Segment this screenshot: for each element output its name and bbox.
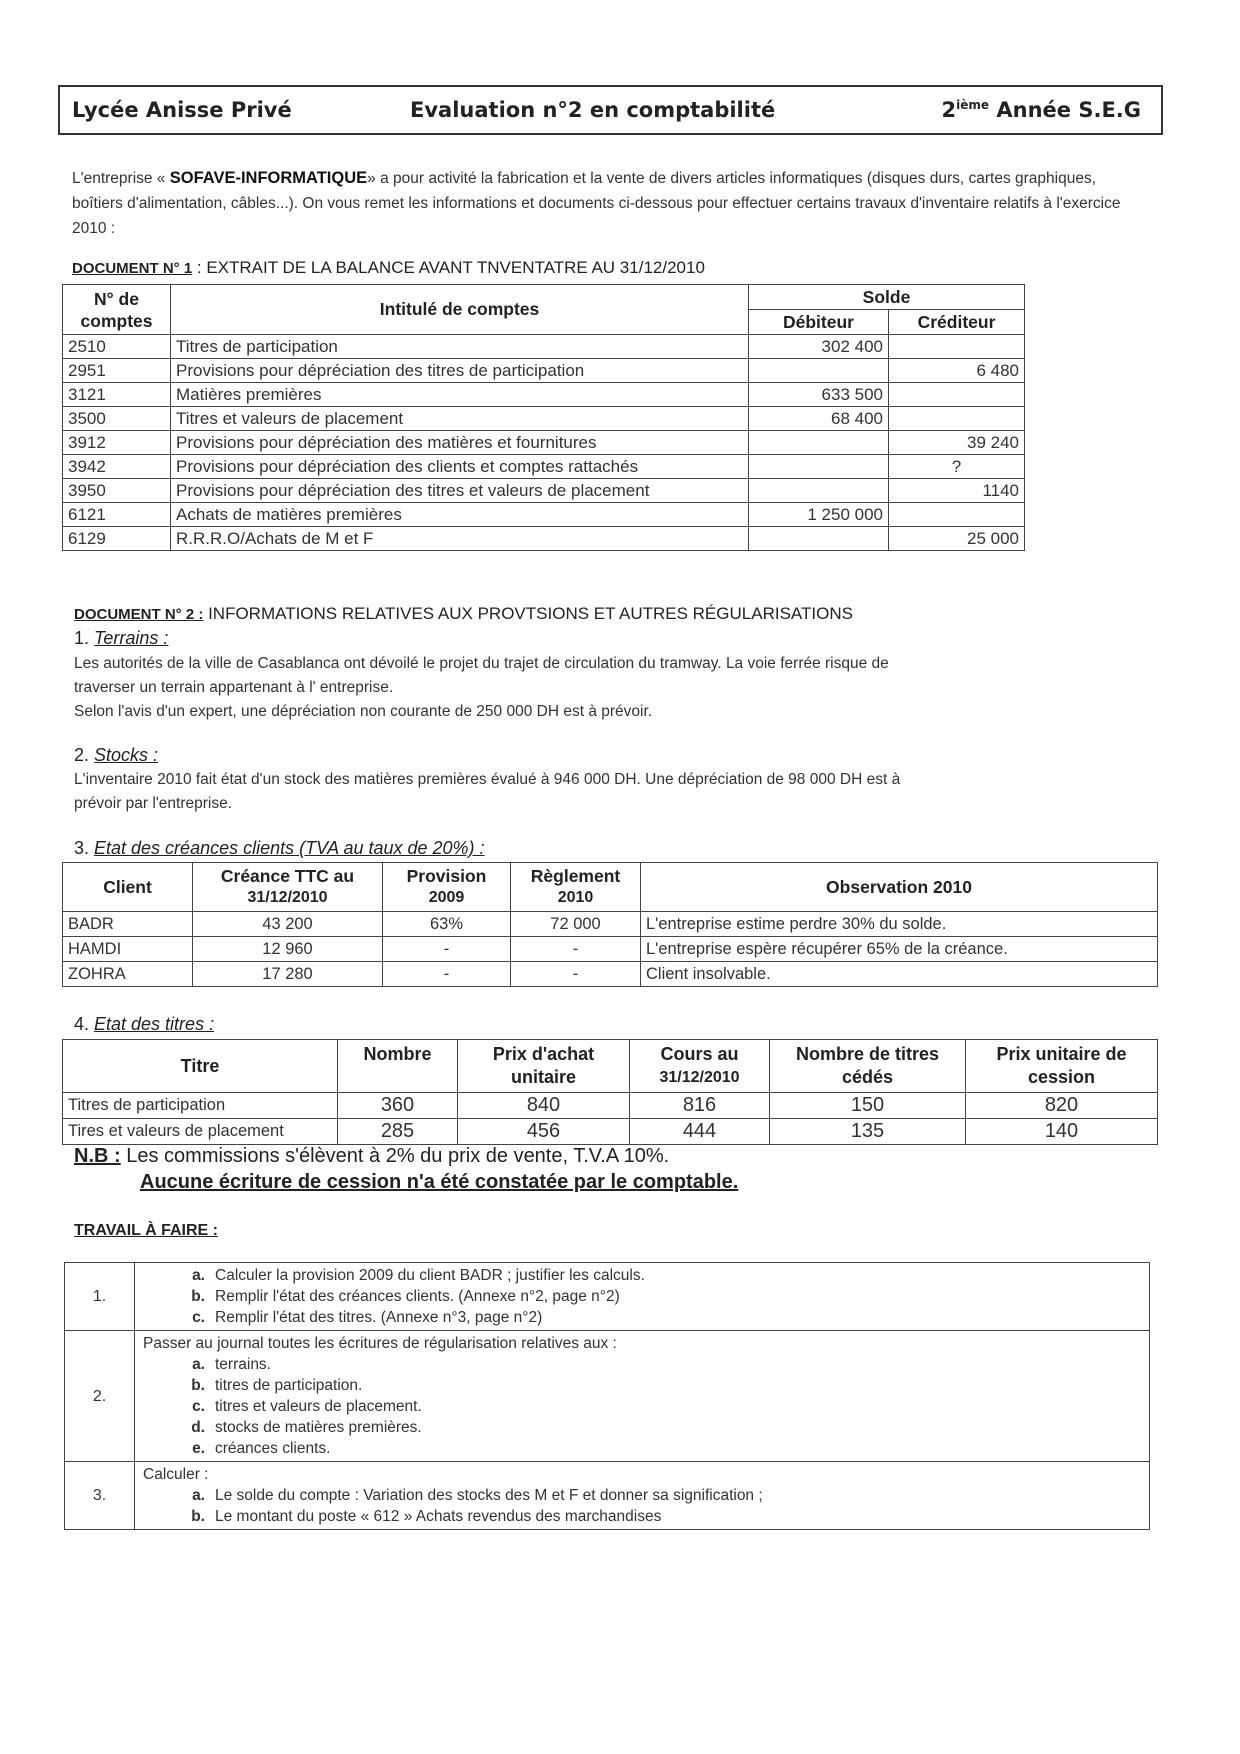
item-letter: b. <box>191 1508 205 1525</box>
cell-debit <box>749 479 889 503</box>
cell-account-label: Titres de participation <box>171 335 749 359</box>
item-text: Le montant du poste « 612 » Achats revendus des marchandises <box>215 1508 662 1525</box>
col-header-observation: Observation 2010 <box>641 863 1158 912</box>
cell-account-number: 3942 <box>63 455 171 479</box>
school-name: Lycée Anisse Privé <box>72 98 292 122</box>
cell-creance: 17 280 <box>193 962 383 987</box>
class-number: 2 <box>941 98 957 122</box>
item-letter: e. <box>192 1440 205 1457</box>
nota-bene-label: N.B : <box>74 1145 121 1167</box>
cell-titre: Titres de participation <box>63 1093 338 1119</box>
cell-debit: 1 250 000 <box>749 503 889 527</box>
item-text: titres et valeurs de placement. <box>215 1398 422 1415</box>
cell-account-label: Provisions pour dépréciation des clients et comptes rattachés <box>171 455 749 479</box>
account-number-header-text: N° de comptes <box>80 288 153 331</box>
table-row <box>63 1093 1158 1119</box>
cell-credit <box>889 407 1025 431</box>
cell-prix-achat: 456 <box>458 1119 630 1145</box>
col-header-client: Client <box>63 863 193 912</box>
item-text: terrains. <box>215 1356 271 1373</box>
cell-account-number: 2510 <box>63 335 171 359</box>
col-header-nombre: Nombre <box>338 1040 458 1093</box>
cell-credit: 6 480 <box>889 359 1025 383</box>
cell-account-label: Titres et valeurs de placement <box>171 407 749 431</box>
table-row <box>63 527 1025 551</box>
table-row <box>63 1119 1158 1145</box>
col-header-provision <box>383 863 511 912</box>
header-line: 2009 <box>428 889 465 906</box>
header-line: cédés <box>841 1067 894 1087</box>
cell-reglement: - <box>511 962 641 987</box>
question-number: 3. <box>65 1462 135 1530</box>
question-row <box>65 1331 1150 1462</box>
exam-title: Evaluation n°2 en comptabilité <box>410 98 776 122</box>
cell-prix-achat: 840 <box>458 1093 630 1119</box>
item-letter: c. <box>192 1309 205 1326</box>
class-rest: Année S.E.G <box>989 98 1141 122</box>
item-letter: d. <box>191 1419 205 1436</box>
class-level <box>942 98 1141 122</box>
item-letter: c. <box>192 1398 205 1415</box>
securities-table <box>62 1039 1158 1145</box>
cell-prix-cession: 820 <box>966 1093 1158 1119</box>
header-line: Cours au <box>660 1044 739 1064</box>
list-item <box>143 1286 1141 1307</box>
cell-credit <box>889 383 1025 407</box>
question-body <box>135 1263 1150 1331</box>
document-1-title <box>72 258 705 278</box>
list-item <box>143 1506 1141 1527</box>
cell-titre: Tires et valeurs de placement <box>63 1119 338 1145</box>
item-text: Remplir l'état des titres. (Annexe n°3, page n°2) <box>215 1309 543 1326</box>
section-stocks-title <box>74 745 158 766</box>
cell-provision: - <box>383 937 511 962</box>
balance-table <box>62 284 1025 551</box>
cell-account-number: 6121 <box>63 503 171 527</box>
table-row <box>63 431 1025 455</box>
cell-account-number: 3950 <box>63 479 171 503</box>
company-name: SOFAVE-INFORMATIQUE <box>169 169 368 187</box>
cell-account-label: Achats de matières premières <box>171 503 749 527</box>
cell-client: BADR <box>63 912 193 937</box>
header-line: Prix unitaire de <box>996 1044 1127 1064</box>
cell-credit: 1140 <box>889 479 1025 503</box>
section-number: 4. <box>74 1014 95 1034</box>
cell-debit: 633 500 <box>749 383 889 407</box>
header-line: unitaire <box>510 1067 576 1087</box>
section-heading: Terrains : <box>94 628 169 648</box>
col-header-cours <box>630 1040 770 1093</box>
cell-creance: 12 960 <box>193 937 383 962</box>
question-number: 2. <box>65 1331 135 1462</box>
table-row <box>63 937 1158 962</box>
section-clients-title <box>74 838 485 859</box>
document-2-title <box>74 604 853 624</box>
cell-account-label: Provisions pour dépréciation des titres et valeurs de placement <box>171 479 749 503</box>
cell-account-number: 3912 <box>63 431 171 455</box>
document-1-heading: : EXTRAIT DE LA BALANCE AVANT TNVENTATRE AU 31/12/2010 <box>192 258 705 277</box>
question-intro: Passer au journal toutes les écritures de régularisation relatives aux : <box>143 1335 617 1352</box>
list-item <box>143 1265 1141 1286</box>
intro-after: » a pour activité la fabrication et la vente de divers articles informatiques (disques durs, cartes graphiques, boîtiers d'alimentation, câbles...). On vous remet les informations et documents ci-dessous pour effectuer certains travaux d'inventaire relatifs à l'exercice 2010 : <box>72 170 1121 237</box>
table-row <box>63 455 1025 479</box>
list-item <box>143 1396 1141 1417</box>
work-to-do-title: TRAVAIL À FAIRE : <box>74 1222 218 1239</box>
col-header-prix-achat <box>458 1040 630 1093</box>
cell-account-number: 6129 <box>63 527 171 551</box>
client-receivables-table <box>62 862 1158 987</box>
paragraph-line: L'inventaire 2010 fait état d'un stock des matières premières évalué à 946 000 DH. Une dépréciation de 98 000 DH est à <box>74 771 901 788</box>
cell-observation: L'entreprise espère récupérer 65% de la créance. <box>641 937 1158 962</box>
item-text: Calculer la provision 2009 du client BADR ; justifier les calculs. <box>215 1267 645 1284</box>
col-header-debit: Débiteur <box>749 310 889 335</box>
header-line: Provision <box>406 866 487 886</box>
stocks-paragraph <box>74 768 1144 816</box>
cell-credit <box>889 503 1025 527</box>
cell-account-label: R.R.R.O/Achats de M et F <box>171 527 749 551</box>
item-letter: a. <box>192 1267 205 1284</box>
question-row <box>65 1263 1150 1331</box>
section-heading: Etat des titres : <box>94 1014 215 1034</box>
cell-prix-cession: 140 <box>966 1119 1158 1145</box>
document-1-label: DOCUMENT N° 1 <box>72 260 193 277</box>
table-row <box>63 503 1025 527</box>
cell-titres-cedes: 135 <box>770 1119 966 1145</box>
paragraph-line: Selon l'avis d'un expert, une dépréciation non courante de 250 000 DH est à prévoir. <box>74 703 653 720</box>
cell-creance: 43 200 <box>193 912 383 937</box>
cell-debit: 302 400 <box>749 335 889 359</box>
question-row <box>65 1462 1150 1530</box>
header-line: 31/12/2010 <box>247 889 328 906</box>
document-2-heading: INFORMATIONS RELATIVES AUX PROVTSIONS ET AUTRES RÉGULARISATIONS <box>203 604 853 623</box>
table-row <box>63 962 1158 987</box>
question-body <box>135 1331 1150 1462</box>
table-row <box>63 912 1158 937</box>
exam-header <box>58 85 1163 135</box>
header-line: Prix d'achat <box>492 1044 595 1064</box>
header-line: Créance TTC au <box>220 866 355 886</box>
col-header-credit: Créditeur <box>889 310 1025 335</box>
item-text: Remplir l'état des créances clients. (Annexe n°2, page n°2) <box>215 1288 620 1305</box>
paragraph-line: traverser un terrain appartenant à l' entreprise. <box>74 679 394 696</box>
section-number: 1. <box>74 628 95 648</box>
intro-paragraph <box>72 166 1122 241</box>
cell-client: HAMDI <box>63 937 193 962</box>
nota-bene-text: Les commissions s'élèvent à 2% du prix de vente, T.V.A 10%. <box>120 1145 670 1167</box>
cell-debit <box>749 527 889 551</box>
section-terrains-title <box>74 628 168 649</box>
header-line: Nombre de titres <box>795 1044 940 1064</box>
item-text: créances clients. <box>215 1440 331 1457</box>
section-number: 3. <box>74 838 95 858</box>
intro-before: L'entreprise « <box>72 170 170 187</box>
cell-account-number: 3500 <box>63 407 171 431</box>
cell-debit: 68 400 <box>749 407 889 431</box>
header-line: cession <box>1027 1067 1096 1087</box>
table-row <box>63 359 1025 383</box>
table-row <box>63 407 1025 431</box>
cell-reglement: - <box>511 937 641 962</box>
list-item <box>143 1485 1141 1506</box>
col-header-reglement <box>511 863 641 912</box>
item-text: titres de participation. <box>215 1377 363 1394</box>
cell-nombre: 360 <box>338 1093 458 1119</box>
cell-cours: 444 <box>630 1119 770 1145</box>
document-2-label: DOCUMENT N° 2 : <box>74 606 204 623</box>
terrains-paragraph <box>74 652 1144 724</box>
cell-debit <box>749 455 889 479</box>
cell-account-number: 2951 <box>63 359 171 383</box>
section-heading: Stocks : <box>94 745 159 765</box>
cell-reglement: 72 000 <box>511 912 641 937</box>
list-item <box>143 1438 1141 1459</box>
cell-observation: L'entreprise estime perdre 30% du solde. <box>641 912 1158 937</box>
item-letter: a. <box>192 1356 205 1373</box>
cell-debit <box>749 431 889 455</box>
cell-account-label: Provisions pour dépréciation des matières et fournitures <box>171 431 749 455</box>
cell-observation: Client insolvable. <box>641 962 1158 987</box>
table-row <box>63 479 1025 503</box>
section-titres-title <box>74 1014 214 1035</box>
col-header-account-label: Intitulé de comptes <box>171 285 749 335</box>
nota-bene-emphasis: Aucune écriture de cession n'a été constatée par le comptable. <box>140 1171 739 1193</box>
cell-account-label: Matières premières <box>171 383 749 407</box>
col-header-prix-cession <box>966 1040 1158 1093</box>
question-intro: Calculer : <box>143 1466 209 1483</box>
item-text: Le solde du compte : Variation des stocks des M et F et donner sa signification ; <box>215 1487 763 1504</box>
cell-provision: 63% <box>383 912 511 937</box>
list-item <box>143 1375 1141 1396</box>
cell-credit: ? <box>889 455 1025 479</box>
col-header-creance <box>193 863 383 912</box>
header-line: 2010 <box>557 889 594 906</box>
col-header-titres-cedes <box>770 1040 966 1093</box>
cell-credit: 25 000 <box>889 527 1025 551</box>
item-letter: a. <box>192 1487 205 1504</box>
question-number: 1. <box>65 1263 135 1331</box>
cell-account-number: 3121 <box>63 383 171 407</box>
section-heading: Etat des créances clients (TVA au taux de 20%) : <box>94 838 485 858</box>
cell-titres-cedes: 150 <box>770 1093 966 1119</box>
work-to-do-table <box>64 1262 1150 1530</box>
item-letter: b. <box>191 1377 205 1394</box>
table-row <box>63 335 1025 359</box>
list-item <box>143 1417 1141 1438</box>
cell-client: ZOHRA <box>63 962 193 987</box>
cell-credit <box>889 335 1025 359</box>
cell-provision: - <box>383 962 511 987</box>
cell-nombre: 285 <box>338 1119 458 1145</box>
paragraph-line: Les autorités de la ville de Casablanca ont dévoilé le projet du trajet de circulation du tramway. La voie ferrée risque de <box>74 655 889 672</box>
list-item <box>143 1354 1141 1375</box>
header-line: Règlement <box>530 866 621 886</box>
paragraph-line: prévoir par l'entreprise. <box>74 795 233 812</box>
table-row <box>63 383 1025 407</box>
cell-account-label: Provisions pour dépréciation des titres de participation <box>171 359 749 383</box>
nota-bene <box>74 1145 669 1168</box>
cell-debit <box>749 359 889 383</box>
section-number: 2. <box>74 745 95 765</box>
list-item <box>143 1307 1141 1328</box>
col-header-account-number <box>63 285 171 335</box>
col-header-titre: Titre <box>63 1040 338 1093</box>
col-header-balance: Solde <box>749 285 1025 310</box>
item-text: stocks de matières premières. <box>215 1419 422 1436</box>
class-superscript: ième <box>956 98 990 112</box>
question-body <box>135 1462 1150 1530</box>
item-letter: b. <box>191 1288 205 1305</box>
cell-cours: 816 <box>630 1093 770 1119</box>
header-line: 31/12/2010 <box>659 1069 740 1086</box>
cell-credit: 39 240 <box>889 431 1025 455</box>
